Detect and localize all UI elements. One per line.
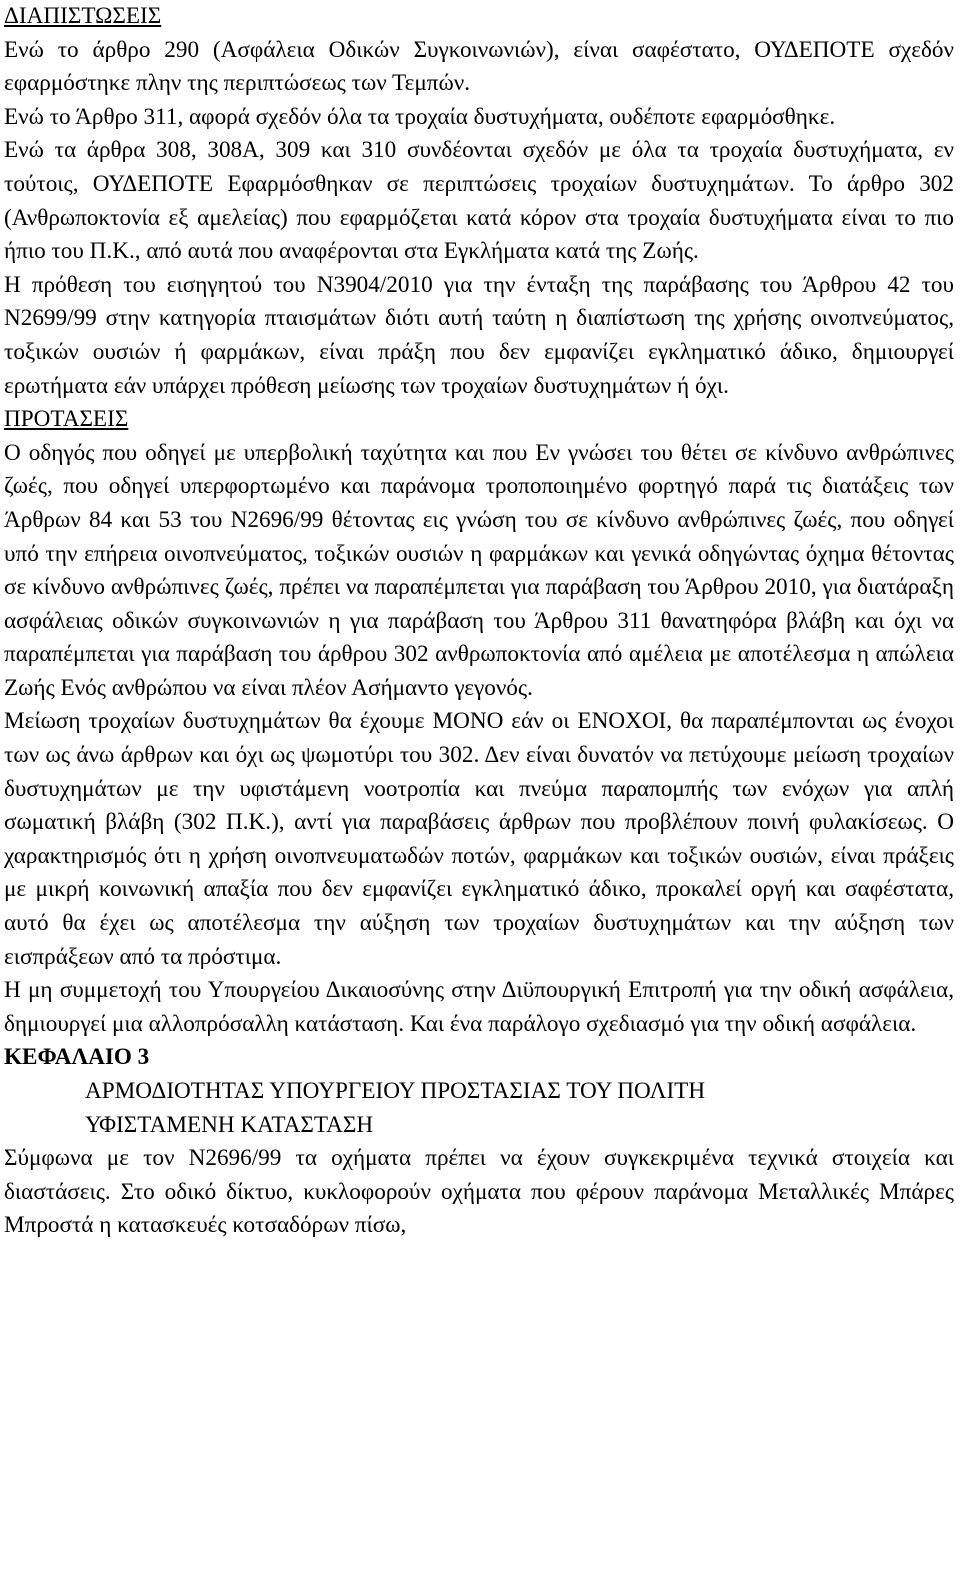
findings-paragraph-3: Ενώ τα άρθρα 308, 308Α, 309 και 310 συνδέονται σχεδόν με όλα τα τροχαία δυστυχήματα, εν τούτοις, ΟΥΔΕΠΟΤΕ Εφαρμόσθηκαν σε περιπτώσεις τροχαίων δυστυχημάτων. Το άρθρο 302 (Ανθρωποκτονία εξ αμελείας) που εφαρμόζεται κατά κόρον στα τροχαία δυστυχήματα είναι το πιο ήπιο του Π.Κ., από αυτά που αναφέρονται στα Εγκλήματα κατά της Ζωής. bbox=[4, 137, 954, 265]
proposals-heading: ΠΡΟΤΑΣΕΙΣ bbox=[4, 406, 129, 433]
findings-heading: ΔΙΑΠΙΣΤΩΣΕΙΣ bbox=[4, 3, 162, 29]
findings-paragraph-1: Ενώ το άρθρο 290 (Ασφάλεια Οδικών Συγκοινωνιών), είναι σαφέστατο, ΟΥΔΕΠΟΤΕ σχεδόν εφαρμόστηκε πλην της περιπτώσεως των Τεμπών. bbox=[4, 36, 954, 97]
findings-paragraph-2: Ενώ το Άρθρο 311, αφορά σχεδόν όλα τα τροχαία δυστυχήματα, ουδέποτε εφαρμόσθηκε. bbox=[4, 103, 836, 130]
proposals-paragraph-3: Η μη συμμετοχή του Υπουργείου Δικαιοσύνης στην Διϋπουργική Επιτροπή για την οδική ασφάλεια, δημιουργεί μια αλλοπρόσαλλη κατάσταση. Και ένα παράλογο σχεδιασμό για την οδική ασφάλεια. bbox=[4, 977, 954, 1037]
chapter-title: ΚΕΦΑΛΑΙΟ 3 bbox=[4, 1044, 150, 1071]
chapter-subtitle-line-1: ΑΡΜΟΔΙΟΤΗΤΑΣ ΥΠΟΥΡΓΕΙΟΥ ΠΡΟΣΤΑΣΙΑΣ ΤΟΥ ΠΟΛΙΤΗ bbox=[85, 1078, 706, 1104]
proposals-paragraph-1: Ο οδηγός που οδηγεί με υπερβολική ταχύτητα και που Εν γνώσει του θέτει σε κίνδυνο ανθρώπινες ζωές, που οδηγεί υπερφορτωμένο και παράνομα τροποποιημένο φορτηγό παρά τις διατάξεις των Άρθρων 84 και 53 του Ν2696/99 θέτοντας εις γνώση του σε κίνδυνο ανθρώπινες ζωές, που οδηγεί υπό την επήρεια οινοπνεύματος, τοξικών ουσιών η φαρμάκων και γενικά οδηγώντας όχημα θέτοντας σε κίνδυνο ανθρώπινες ζωές, πρέπει να παραπέμπεται για παράβαση του Άρθρου 2010, για διατάραξη ασφάλειας οδικών συγκοινωνιών η για παράβαση του Άρθρου 311 θανατηφόρα βλάβη και όχι να παραπέμπεται για παράβαση του άρθρου 302 ανθρωποκτονία από αμέλεια με αποτέλεσμα η απώλεια Ζωής Ενός ανθρώπου να είναι πλέον Ασήμαντο γεγονός. bbox=[4, 439, 954, 701]
chapter-paragraph: Σύμφωνα με τον Ν2696/99 τα οχήματα πρέπει να έχουν συγκεκριμένα τεχνικά στοιχεία και διαστάσεις. Στο οδικό δίκτυο, κυκλοφορούν οχήματα που φέρουν παράνομα Μεταλλικές Μπάρες Μπροστά η κατασκευές κοτσαδόρων πίσω, bbox=[4, 1145, 954, 1239]
findings-paragraph-4: Η πρόθεση του εισηγητού του Ν3904/2010 για την ένταξη της παράβασης του Άρθρου 42 του Ν2699/99 στην κατηγορία πταισμάτων διότι αυτή ταύτη η διαπίστωση της χρήσης οινοπνεύματος, τοξικών ουσιών ή φαρμάκων, είναι πράξη που δεν εμφανίζει εγκληματικό άδικο, δημιουργεί ερωτήματα εάν υπάρχει πρόθεση μείωσης των τροχαίων δυστυχημάτων ή όχι. bbox=[4, 271, 954, 399]
proposals-paragraph-2: Μείωση τροχαίων δυστυχημάτων θα έχουμε ΜΟΝΟ εάν οι ΕΝΟΧΟΙ, θα παραπέμπονται ως ένοχοι των ως άνω άρθρων και όχι ως ψωμοτύρι του 302. Δεν είναι δυνατόν να πετύχουμε μείωση τροχαίων δυστυχημάτων με την υφιστάμενη νοοτροπία και πνεύμα παραπομπής των ενόχων για απλή σωματική βλάβη (302 Π.Κ.), αντί για παραβάσεις άρθρων που προβλέπουν ποινή φυλακίσεως. Ο χαρακτηρισμός ότι η χρήση οινοπνευματωδών ποτών, φαρμάκων και τοξικών ουσιών, είναι πράξεις με μικρή κοινωνική απαξία που δεν εμφανίζει εγκληματικό άδικο, προκαλεί οργή και σαφέστατα, αυτό θα έχει ως αποτέλεσμα την αύξηση των τροχαίων δυστυχημάτων και την αύξηση των εισπράξεων από τα πρόστιμα. bbox=[4, 708, 954, 970]
chapter-subtitle-line-2: ΥΦΙΣΤΑΜΕΝΗ ΚΑΤΑΣΤΑΣΗ bbox=[85, 1111, 374, 1138]
